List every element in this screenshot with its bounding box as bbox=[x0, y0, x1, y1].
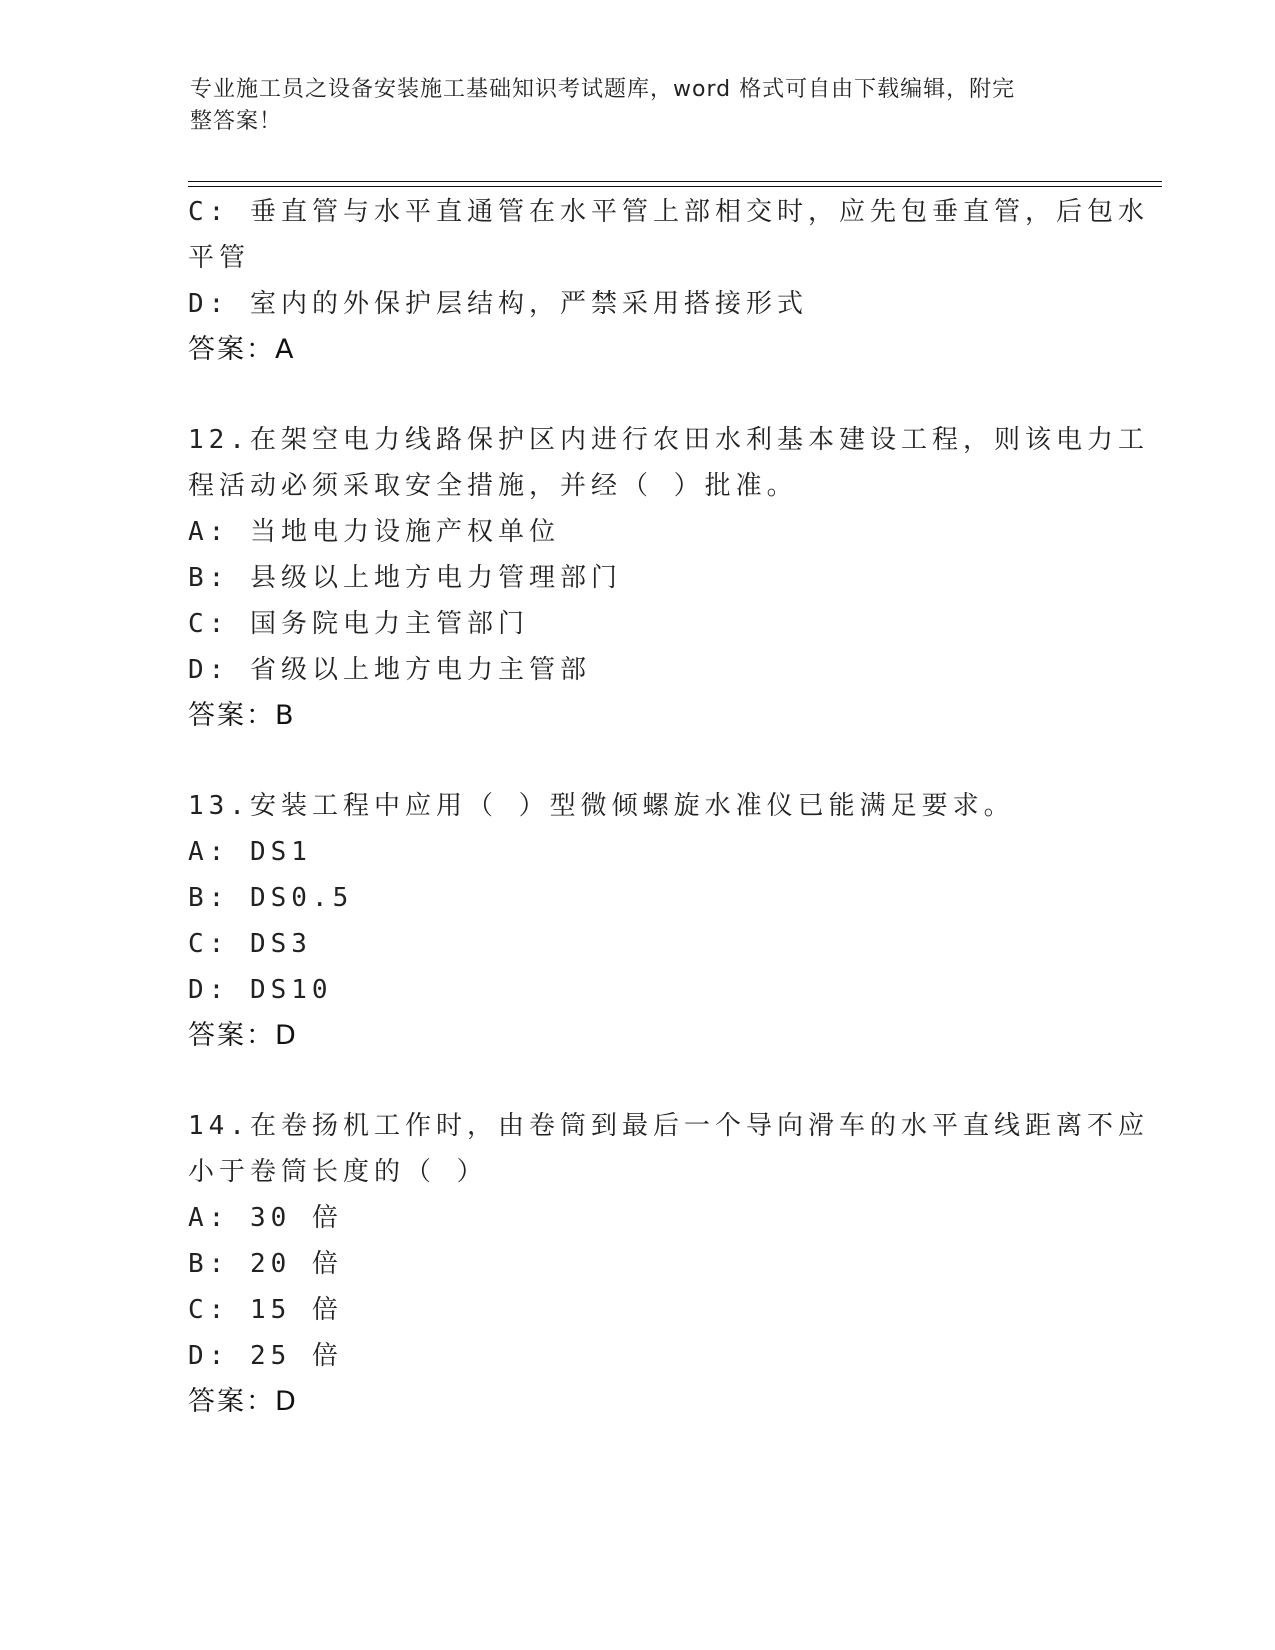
option-b: B: 20 倍 bbox=[188, 1249, 343, 1279]
header-divider-top bbox=[188, 181, 1162, 182]
question-stem-line-2: 小于卷筒长度的（ ） bbox=[188, 1157, 488, 1187]
document-header bbox=[190, 74, 1090, 138]
option-d: D: 25 倍 bbox=[188, 1341, 343, 1371]
answer-line: 答案：D bbox=[188, 1020, 298, 1051]
option-d: D: 省级以上地方电力主管部 bbox=[188, 655, 591, 685]
option-c: C: 15 倍 bbox=[188, 1295, 343, 1325]
option-a: A: 当地电力设施产权单位 bbox=[188, 517, 560, 547]
option-b: B: DS0.5 bbox=[188, 883, 354, 913]
question-12 bbox=[188, 417, 1149, 739]
question-content bbox=[188, 189, 1149, 1425]
header-line-2: 整答案！ bbox=[190, 109, 283, 134]
header-line-1: 专业施工员之设备安装施工基础知识考试题库，word 格式可自由下载编辑，附完 bbox=[190, 77, 1016, 102]
option-b: B: 县级以上地方电力管理部门 bbox=[188, 563, 622, 593]
answer-line: 答案：D bbox=[188, 1386, 298, 1417]
option-c: C: DS3 bbox=[188, 929, 312, 959]
question-stem-line-1: 12.在架空电力线路保护区内进行农田水利基本建设工程，则该电力工 bbox=[188, 425, 1149, 455]
header-divider-bottom bbox=[188, 186, 1162, 187]
question-stem-line-1: 14.在卷扬机工作时，由卷筒到最后一个导向滑车的水平直线距离不应 bbox=[188, 1111, 1149, 1141]
question-stem-line-1: 13.安装工程中应用（ ）型微倾螺旋水准仪已能满足要求。 bbox=[188, 791, 1015, 821]
option-d: D: DS10 bbox=[188, 975, 333, 1005]
question-13 bbox=[188, 783, 1088, 1059]
question-stem-line-2: 程活动必须采取安全措施，并经（ ）批准。 bbox=[188, 471, 798, 501]
option-c-line-1: C: 垂直管与水平直通管在水平管上部相交时，应先包垂直管，后包水 bbox=[188, 197, 1149, 227]
option-c-line-2: 平管 bbox=[188, 243, 251, 273]
question-14 bbox=[188, 1103, 1149, 1425]
answer-line: 答案：A bbox=[188, 334, 296, 365]
answer-line: 答案：B bbox=[188, 700, 296, 731]
option-c: C: 国务院电力主管部门 bbox=[188, 609, 529, 639]
carry-over-question bbox=[188, 189, 1149, 373]
option-a: A: 30 倍 bbox=[188, 1203, 343, 1233]
option-d: D: 室内的外保护层结构，严禁采用搭接形式 bbox=[188, 289, 808, 319]
option-a: A: DS1 bbox=[188, 837, 312, 867]
